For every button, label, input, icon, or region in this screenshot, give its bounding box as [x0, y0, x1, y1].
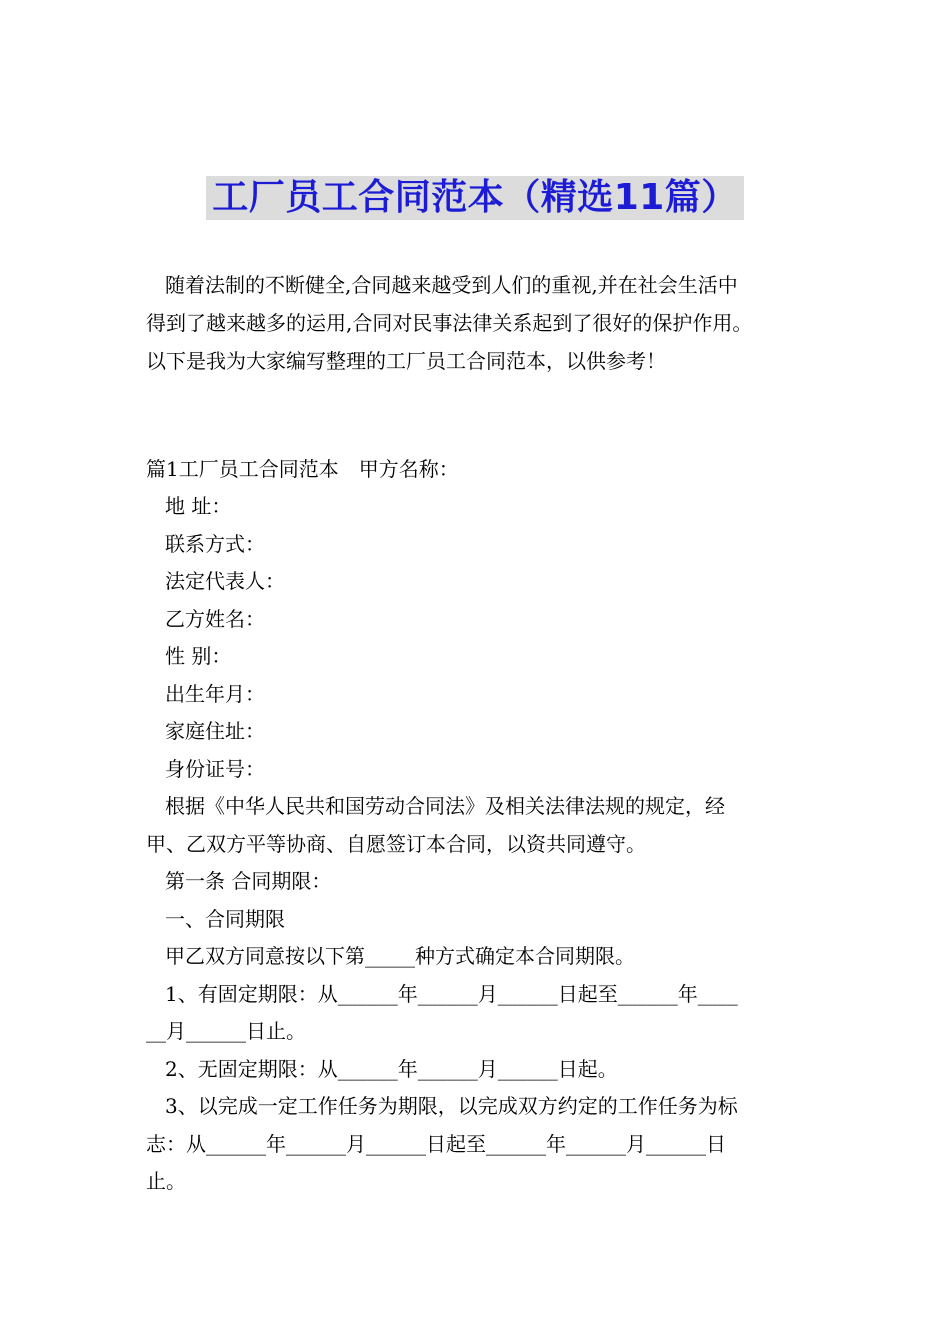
field-birth-date: 出生年月： — [165, 682, 265, 706]
field-address: 地 址： — [165, 494, 232, 518]
sub1-title: 一、合同期限 — [165, 907, 285, 931]
field-home-address: 家庭住址： — [165, 719, 265, 743]
field-id-number: 身份证号： — [165, 757, 265, 781]
intro-line-1: 随着法制的不断健全,合同越来越受到人们的重视,并在社会生活中 — [165, 273, 738, 297]
article1-title: 第一条 合同期限： — [165, 869, 332, 893]
intro-line-2: 得到了越来越多的运用,合同对民事法律关系起到了很好的保护作用。 — [146, 311, 753, 335]
basis-line-1: 根据《中华人民共和国劳动合同法》及相关法律法规的规定，经 — [165, 794, 725, 818]
option1-line-2: __月______日止。 — [146, 1019, 306, 1043]
field-gender: 性 别： — [165, 644, 232, 668]
option1-line-1: 1、有固定期限：从______年______月______日起至______年____ — [165, 982, 738, 1006]
basis-line-2: 甲、乙双方平等协商、自愿签订本合同，以资共同遵守。 — [146, 832, 646, 856]
document-title: 工厂员工合同范本（精选11篇） — [206, 176, 744, 220]
title-container — [0, 176, 950, 220]
intro-line-3: 以下是我为大家编写整理的工厂员工合同范本，以供参考！ — [146, 349, 666, 373]
option3-line-2: 志：从______年______月______日起至______年______月______日 — [146, 1132, 726, 1156]
field-legal-representative: 法定代表人： — [165, 569, 285, 593]
option3-line-3: 止。 — [146, 1169, 186, 1193]
option2-line: 2、无固定期限：从______年______月______日起。 — [165, 1057, 618, 1081]
section1-heading: 篇1工厂员工合同范本 甲方名称： — [146, 457, 459, 481]
field-party-b-name: 乙方姓名： — [165, 607, 265, 631]
field-contact: 联系方式： — [165, 532, 265, 556]
term-intro: 甲乙双方同意按以下第_____种方式确定本合同期限。 — [165, 944, 635, 968]
option3-line-1: 3、以完成一定工作任务为期限，以完成双方约定的工作任务为标 — [165, 1094, 738, 1118]
